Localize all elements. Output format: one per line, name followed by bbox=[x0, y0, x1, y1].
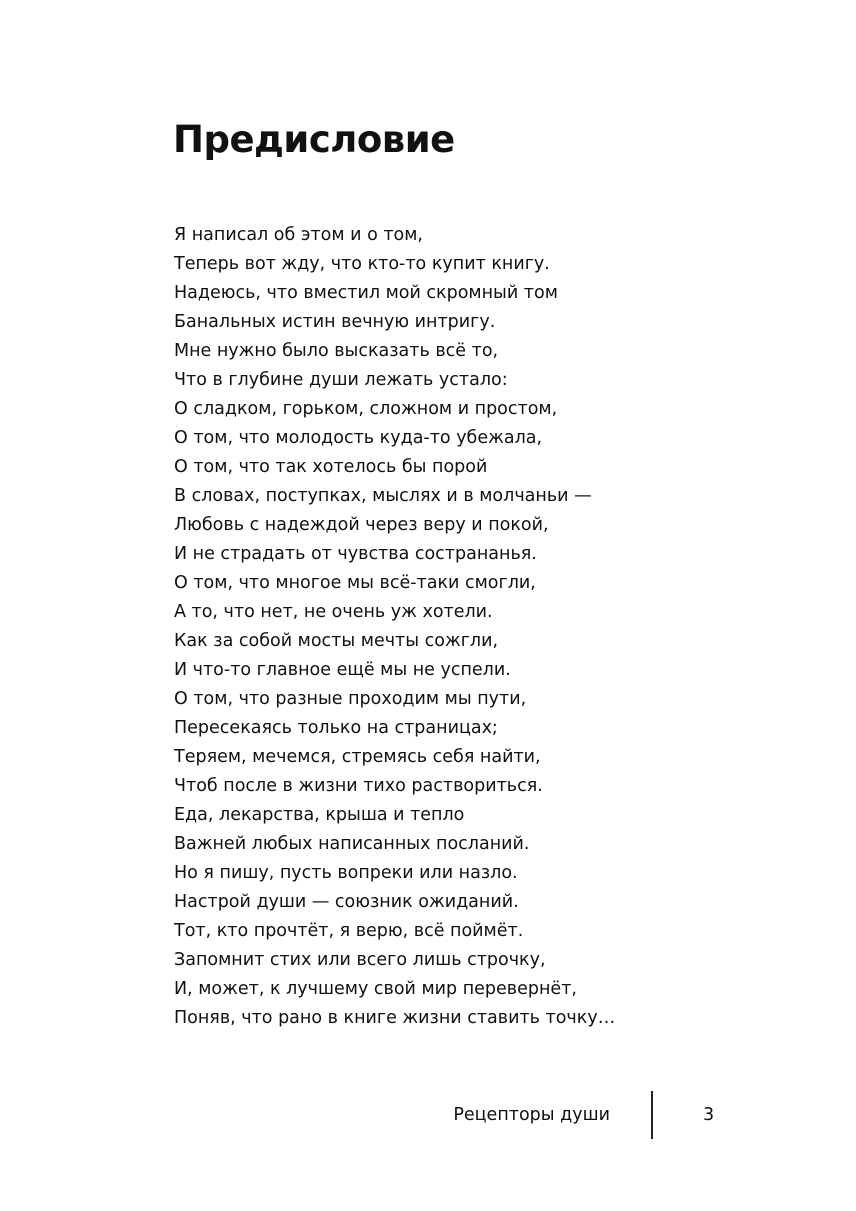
poem-line: Как за собой мосты мечты сожгли, bbox=[174, 631, 499, 651]
footer-divider bbox=[651, 1091, 653, 1139]
poem-line: О том, что разные проходим мы пути, bbox=[174, 689, 527, 709]
poem-line: Настрой души — союзник ожиданий. bbox=[174, 892, 519, 912]
poem-line: Поняв, что рано в книге жизни ставить точку… bbox=[174, 1008, 616, 1028]
poem-line: И, может, к лучшему свой мир перевернёт, bbox=[174, 979, 577, 999]
poem-line: Я написал об этом и о том, bbox=[174, 225, 423, 245]
poem-line: Тот, кто прочтёт, я верю, всё поймёт. bbox=[174, 921, 524, 941]
poem-line: И не страдать от чувства сострананья. bbox=[174, 544, 537, 564]
poem-line: Но я пишу, пусть вопреки или назло. bbox=[174, 863, 518, 883]
poem-line: И что-то главное ещё мы не успели. bbox=[174, 660, 511, 680]
poem-body bbox=[174, 221, 615, 1033]
poem-line: О том, что так хотелось бы порой bbox=[174, 457, 488, 477]
poem-line: Чтоб после в жизни тихо раствориться. bbox=[174, 776, 543, 796]
poem-line: Запомнит стих или всего лишь строчку, bbox=[174, 950, 546, 970]
poem-line: Теперь вот жду, что кто-то купит книгу. bbox=[174, 254, 550, 274]
poem-line: Теряем, мечемся, стремясь себя найти, bbox=[174, 747, 541, 767]
poem-line: О сладком, горьком, сложном и простом, bbox=[174, 399, 558, 419]
poem-line: Что в глубине души лежать устало: bbox=[174, 370, 508, 390]
page-number: 3 bbox=[703, 1105, 715, 1125]
poem-line: Важней любых написанных посланий. bbox=[174, 834, 530, 854]
poem-line: Надеюсь, что вместил мой скромный том bbox=[174, 283, 558, 303]
poem-line: О том, что многое мы всё-таки смогли, bbox=[174, 573, 536, 593]
poem-line: Еда, лекарства, крыша и тепло bbox=[174, 805, 465, 825]
poem-line: Мне нужно было высказать всё то, bbox=[174, 341, 499, 361]
page-title: Предисловие bbox=[173, 118, 455, 161]
poem-line: В словах, поступках, мыслях и в молчаньи — bbox=[174, 486, 592, 506]
poem-line: Любовь с надеждой через веру и покой, bbox=[174, 515, 549, 535]
poem-line: Пересекаясь только на страницах; bbox=[174, 718, 498, 738]
poem-line: А то, что нет, не очень уж хотели. bbox=[174, 602, 493, 622]
poem-line: О том, что молодость куда-то убежала, bbox=[174, 428, 543, 448]
footer-book-title: Рецепторы души bbox=[453, 1105, 610, 1125]
poem-line: Банальных истин вечную интригу. bbox=[174, 312, 496, 332]
